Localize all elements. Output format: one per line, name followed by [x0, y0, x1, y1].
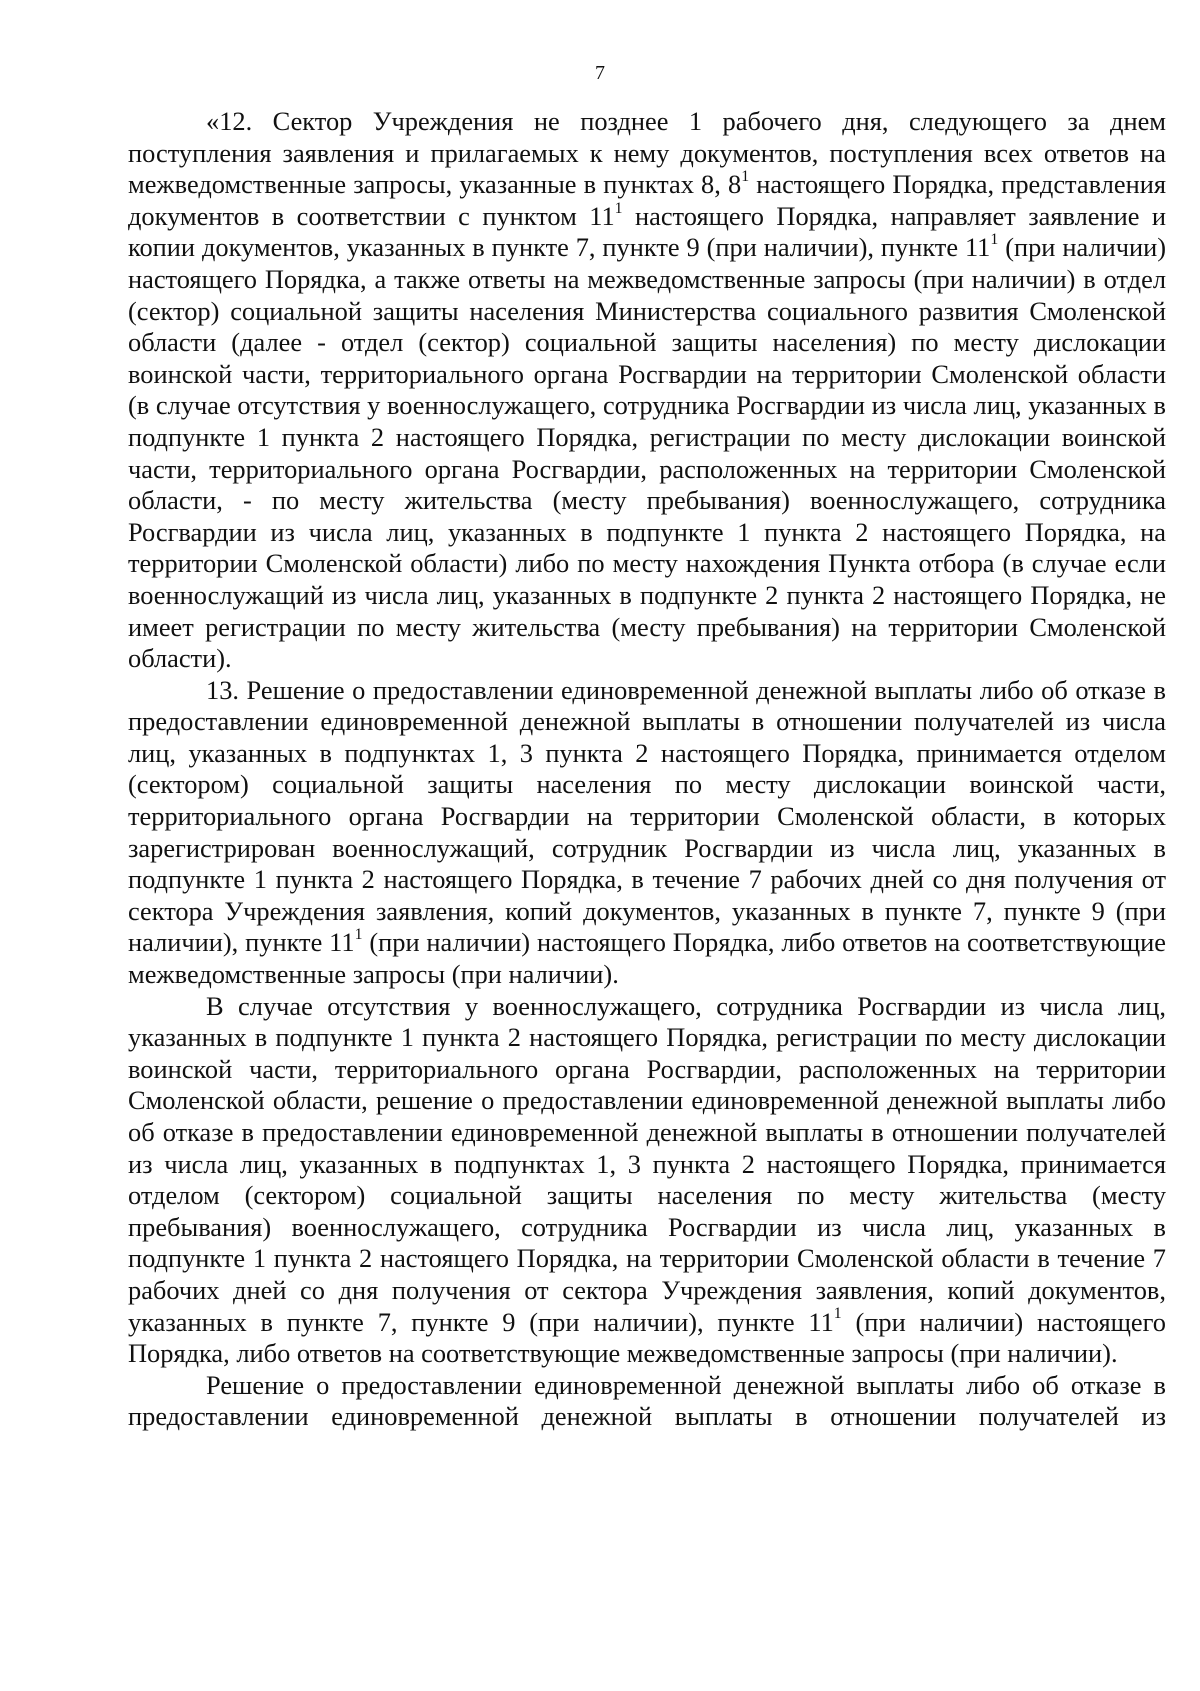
paragraph-p13-3 [128, 1370, 1166, 1433]
text-run: (при наличии) настоящего Порядка, либо ответов на соответствующие межведомственные запросы (при наличии). [128, 1306, 1166, 1369]
superscript: 1 [833, 1305, 842, 1323]
text-run: В случае отсутствия у военнослужащего, сотрудника Росгвардии из числа лиц, указанных в подпункте 1 пункта 2 настоящего Порядка, регистрации по месту дислокации воинской части, территориального органа Росгвардии, расположенных на территории Смоленской области, решение о предоставлении единовременной денежной выплаты либо об отказе в предоставлении единовременной денежной выплаты в отношении получателей из числа лиц, указанных в подпунктах 1, 3 пункта 2 настоящего Порядка, принимается отделом (сектором) социальной защиты населения по месту жительства (месту пребывания) военнослужащего, сотрудника Росгвардии из числа лиц, указанных в подпункте 1 пункта 2 настоящего Порядка, на территории Смоленской области в течение 7 рабочих дней со дня получения от сектора Учреждения заявления, копий документов, указанных в пункте 7, пункте 9 (при наличии), пункте 11 [128, 990, 1166, 1337]
superscript: 1 [741, 168, 750, 186]
paragraph-p13 [128, 675, 1166, 991]
text-run: Решение о предоставлении единовременной денежной выплаты либо об отказе в предоставлении единовременной денежной выплаты в отношении получателей из [128, 1369, 1166, 1432]
document-body [128, 106, 1166, 1433]
page-number: 7 [595, 62, 605, 84]
text-run: настоящего Порядка, представления документов в соответствии с пунктом 11 [128, 169, 1166, 231]
text-run: 13. Решение о предоставлении единовременной денежной выплаты либо об отказе в предоставлении единовременной денежной выплаты в отношении получателей из числа лиц, указанных в подпунктах 1, 3 пункта 2 настоящего Порядка, принимается отделом (сектором) социальной защиты населения по месту дислокации воинской части, территориального органа Росгвардии на территории Смоленской области, в которых зарегистрирован военнослужащий, сотрудник Росгвардии из числа лиц, указанных в подпункте 1 пункта 2 настоящего Порядка, в течение 7 рабочих дней со дня получения от сектора Учреждения заявления, копий документов, указанных в пункте 7, пункте 9 (при наличии), пункте 11 [128, 674, 1166, 958]
paragraph-p13-2 [128, 991, 1166, 1370]
superscript: 1 [354, 926, 363, 944]
paragraph-p12 [128, 106, 1166, 675]
text-run: (при наличии) настоящего Порядка, а также ответы на межведомственные запросы (при наличии) в отдел (сектор) социальной защиты населения Министерства социального развития Смоленской области (далее - отдел (сектор) социальной защиты населения) по месту дислокации воинской части, территориального органа Росгвардии на территории Смоленской области (в случае отсутствия у военнослужащего, сотрудника Росгвардии из числа лиц, указанных в подпункте 1 пункта 2 настоящего Порядка, регистрации по месту дислокации воинской части, территориального органа Росгвардии, расположенных на территории Смоленской области, - по месту жительства (месту пребывания) военнослужащего, сотрудника Росгвардии из числа лиц, указанных в подпункте 1 пункта 2 настоящего Порядка, на территории Смоленской области) либо по месту нахождения Пункта отбора (в случае если военнослужащий из числа лиц, указанных в подпункте 2 пункта 2 настоящего Порядка, не имеет регистрации по месту жительства (месту пребывания) на территории Смоленской области). [128, 232, 1167, 674]
superscript: 1 [614, 199, 623, 217]
text-run: (при наличии) настоящего Порядка, либо ответов на соответствующие межведомственные запросы (при наличии). [128, 927, 1166, 990]
superscript: 1 [990, 231, 999, 249]
text-run: настоящего Порядка, направляет заявление и копии документов, указанных в пункте 7, пункте 9 (при наличии), пункте 11 [128, 200, 1166, 263]
text-run: «12. Сектор Учреждения не позднее 1 рабочего дня, следующего за днем поступления заявления и прилагаемых к нему документов, поступления всех ответов на межведомственные запросы, указанные в пунктах 8, 8 [128, 106, 1166, 200]
